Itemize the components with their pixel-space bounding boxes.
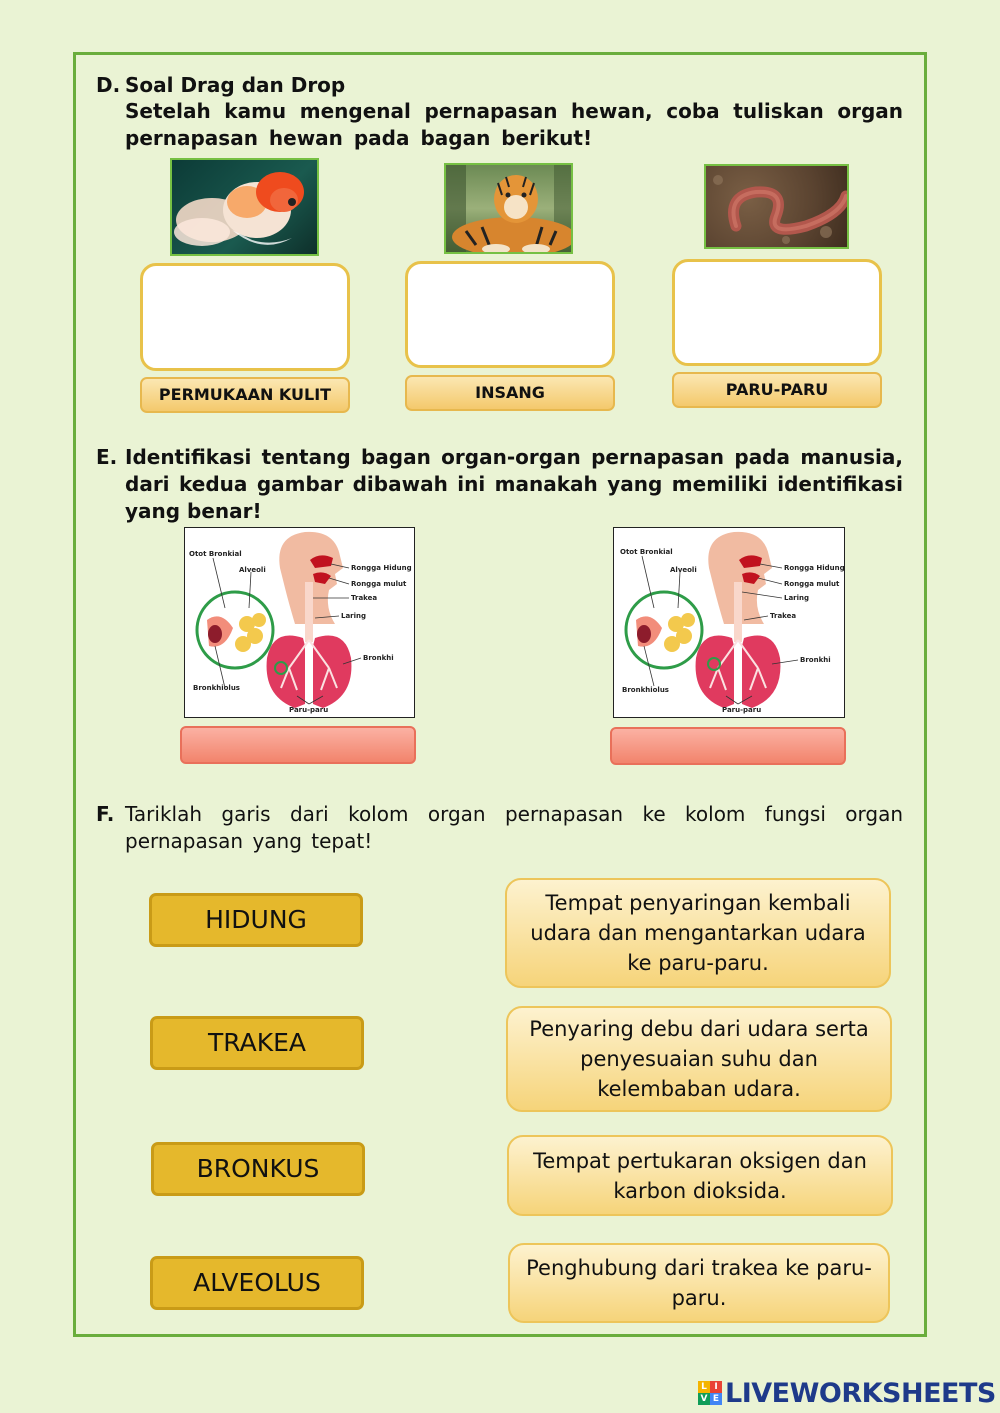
label-laring-right: Laring: [784, 594, 810, 602]
function-box-1[interactable]: Tempat penyaringan kembali udara dan mengantarkan udara ke paru-paru.: [505, 878, 891, 988]
label-rongga-mulut-right: Rongga mulut: [784, 580, 840, 588]
earthworm-image: [704, 164, 849, 249]
earthworm-picture: [706, 166, 849, 249]
answer-bar-right[interactable]: [610, 727, 846, 765]
organ-trakea[interactable]: TRAKEA: [150, 1016, 364, 1070]
label-bronkhi-right: Bronkhi: [800, 656, 831, 664]
label-rongga-mulut-left: Rongga mulut: [351, 580, 407, 588]
label-trakea-right: Trakea: [770, 612, 797, 620]
tiger-picture: [446, 165, 573, 254]
label-trakea-left: Trakea: [351, 594, 378, 602]
respiratory-drawing-left: [185, 528, 414, 717]
label-bronkhiolus-left: Bronkhiolus: [193, 684, 240, 692]
label-otot-bronkial-right: Otot Bronkial: [620, 548, 673, 556]
function-box-3[interactable]: Tempat pertukaran oksigen dan karbon dioksida.: [507, 1135, 893, 1216]
option-insang[interactable]: INSANG: [405, 375, 615, 411]
section-d-instruction: Setelah kamu mengenal pernapasan hewan, coba tuliskan organ pernapasan hewan pada bagan berikut!: [125, 99, 903, 150]
drop-zone-goldfish[interactable]: [140, 263, 350, 371]
label-rongga-hidung-right: Rongga Hidung: [784, 564, 844, 572]
respiratory-diagram-right[interactable]: [613, 527, 845, 718]
label-bronkhi-left: Bronkhi: [363, 654, 394, 662]
function-box-2[interactable]: Penyaring debu dari udara serta penyesuaian suhu dan kelembaban udara.: [506, 1006, 892, 1112]
section-e-letter: E.: [96, 445, 118, 469]
section-d-title: Soal Drag dan Drop: [125, 73, 346, 97]
liveworksheets-logo[interactable]: [698, 1378, 996, 1408]
goldfish-picture: [172, 160, 319, 256]
organ-alveolus[interactable]: ALVEOLUS: [150, 1256, 364, 1310]
label-alveoli-right: Alveoli: [670, 566, 697, 574]
section-f-instruction: Tariklah garis dari kolom organ pernapasan ke kolom fungsi organ pernapasan yang tepat!: [125, 802, 903, 853]
answer-bar-left[interactable]: [180, 726, 416, 764]
organ-hidung[interactable]: HIDUNG: [149, 893, 363, 947]
logo-mark-icon: L I V E: [698, 1381, 722, 1405]
function-box-4[interactable]: Penghubung dari trakea ke paru-paru.: [508, 1243, 890, 1323]
tiger-image: [444, 163, 573, 254]
section-e-instruction: Identifikasi tentang bagan organ-organ pernapasan pada manusia, dari kedua gambar dibawah ini manakah yang memiliki identifikasi yang benar!: [125, 445, 903, 523]
respiratory-drawing-right: [614, 528, 844, 717]
drop-zone-earthworm[interactable]: [672, 259, 882, 366]
section-f-letter: F.: [96, 802, 115, 826]
section-d-letter: D.: [96, 73, 121, 97]
drop-zone-tiger[interactable]: [405, 261, 615, 368]
label-bronkhiolus-right: Bronkhiolus: [622, 686, 669, 694]
goldfish-image: [170, 158, 319, 256]
brand-name: LIVEWORKSHEETS: [725, 1377, 996, 1409]
option-permukaan-kulit[interactable]: PERMUKAAN KULIT: [140, 377, 350, 413]
label-rongga-hidung-left: Rongga Hidung: [351, 564, 412, 572]
respiratory-diagram-left[interactable]: [184, 527, 415, 718]
label-paru-paru-left: Paru-paru: [289, 706, 329, 714]
organ-bronkus[interactable]: BRONKUS: [151, 1142, 365, 1196]
option-paru-paru[interactable]: PARU-PARU: [672, 372, 882, 408]
label-alveoli-left: Alveoli: [239, 566, 266, 574]
label-laring-left: Laring: [341, 612, 367, 620]
label-otot-bronkial-left: Otot Bronkial: [189, 550, 242, 558]
label-paru-paru-right: Paru-paru: [722, 706, 762, 714]
